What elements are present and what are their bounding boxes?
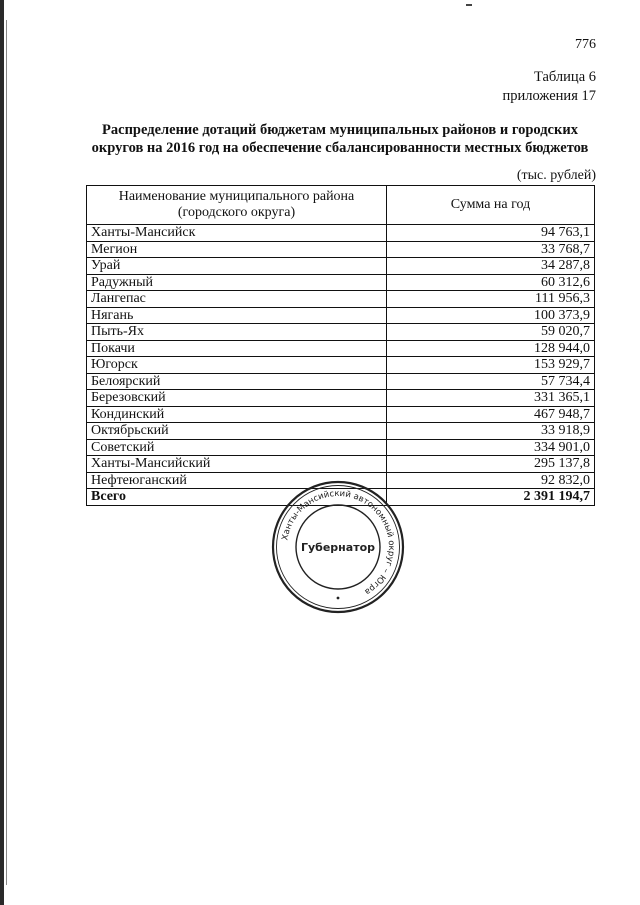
row-amount: 467 948,7 [387,406,595,423]
row-amount: 94 763,1 [387,225,595,242]
budget-table [86,185,595,506]
table-body [87,225,595,506]
row-amount: 128 944,0 [387,340,595,357]
row-name: Пыть-Ях [87,324,387,341]
row-amount: 59 020,7 [387,324,595,341]
row-name: Кондинский [87,406,387,423]
seal-ring-text: Ханты-Мансийский автономный округ – Югра [280,488,397,597]
table-row [87,225,595,242]
row-name: Лангепас [87,291,387,308]
row-amount: 111 956,3 [387,291,595,308]
table-caption [470,68,596,106]
table-row [87,241,595,258]
title-line-1: Распределение дотаций бюджетам муниципальных районов и городских [102,122,578,138]
scan-left-edge [0,0,4,905]
table-row [87,258,595,275]
row-name: Ханты-Мансийск [87,225,387,242]
row-name: Советский [87,439,387,456]
row-amount: 92 832,0 [387,472,595,489]
row-name: Югорск [87,357,387,374]
row-amount: 295 137,8 [387,456,595,473]
title-line-2: округов на 2016 год на обеспечение сбалансированности местных бюджетов [91,140,589,156]
row-amount: 57 734,4 [387,373,595,390]
scan-left-line [6,20,7,885]
row-amount: 334 901,0 [387,439,595,456]
table-row [87,423,595,440]
header-name [87,186,387,225]
scan-top-mark [466,4,472,6]
total-amount: 2 391 194,7 [387,489,595,506]
row-amount: 33 918,9 [387,423,595,440]
table-row [87,373,595,390]
row-amount: 331 365,1 [387,390,595,407]
row-amount: 153 929,7 [387,357,595,374]
caption-line-1: Таблица 6 [533,69,596,85]
table-row [87,439,595,456]
table-row [87,456,595,473]
table-row [87,406,595,423]
governor-seal [271,480,405,614]
table-row [87,324,595,341]
row-name: Березовский [87,390,387,407]
total-name: Всего [87,489,387,506]
table-row [87,390,595,407]
row-name: Мегион [87,241,387,258]
row-name: Покачи [87,340,387,357]
row-name: Нягань [87,307,387,324]
table-row [87,340,595,357]
row-name: Октябрьский [87,423,387,440]
row-name: Урай [87,258,387,275]
row-amount: 34 287,8 [387,258,595,275]
row-amount: 33 768,7 [387,241,595,258]
table-header-row [87,186,595,225]
page-number: 776 [575,37,596,52]
unit-label: (тыс. рублей) [516,168,596,183]
row-name: Ханты-Мансийский [87,456,387,473]
seal-center-text: Губернатор [300,541,376,554]
table-row [87,357,595,374]
row-name: Белоярский [87,373,387,390]
table-row [87,291,595,308]
table-row [87,274,595,291]
header-name-line-2: (городского округа) [177,205,296,220]
row-amount: 60 312,6 [387,274,595,291]
row-name: Радужный [87,274,387,291]
document-title [80,121,600,157]
row-amount: 100 373,9 [387,307,595,324]
table-row [87,307,595,324]
header-name-line-1: Наименование муниципального района [118,189,355,204]
seal-dot [337,597,340,600]
header-amount: Сумма на год [387,186,595,225]
caption-line-2: приложения 17 [502,88,596,104]
row-name: Нефтеюганский [87,472,387,489]
